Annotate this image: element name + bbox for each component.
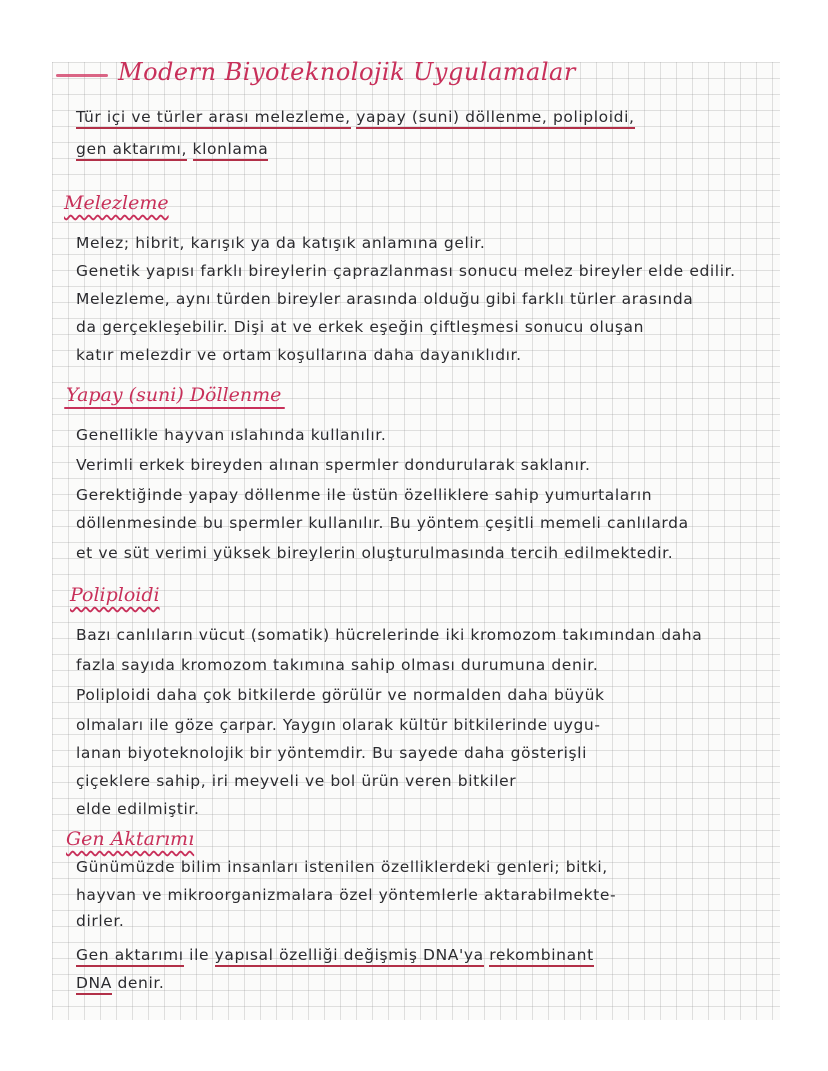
gen-definition-line-2: DNA denir. xyxy=(76,974,164,992)
poliploidi-line: lanan biyoteknolojik bir yöntemdir. Bu sayede daha gösterişli xyxy=(76,744,587,762)
poliploidi-line: Bazı canlıların vücut (somatik) hücrelerinde iki kromozom takımından daha xyxy=(76,626,703,644)
intro-topic-polyploidy: , poliploidi, xyxy=(542,108,635,129)
melezleme-line: da gerçekleşebilir. Dişi at ve erkek eşeğin çiftleşmesi sonucu oluşan xyxy=(76,318,645,336)
melezleme-line: Melezleme, aynı türden bireyler arasında olduğu gibi farklı türler arasında xyxy=(76,290,694,308)
poliploidi-line: elde edilmiştir. xyxy=(76,800,200,818)
intro-topic-gene-transfer: gen aktarımı, xyxy=(76,140,187,161)
heading-gen-aktarimi: Gen Aktarımı xyxy=(66,828,195,850)
term-structurally-changed-dna: yapısal özelliği değişmiş DNA'ya xyxy=(215,946,484,967)
yapay-line: Verimli erkek bireyden alınan spermler dondurularak saklanır. xyxy=(76,456,591,474)
gen-definition-line: Gen aktarımı ile yapısal özelliği değişmiş DNA'ya rekombinant xyxy=(76,946,594,964)
yapay-line: Genellikle hayvan ıslahında kullanılır. xyxy=(76,426,387,444)
gen-line: hayvan ve mikroorganizmalara özel yöntemlerle aktarabilmekte- xyxy=(76,886,617,904)
yapay-line: et ve süt verimi yüksek bireylerin oluşturulmasında tercih edilmektedir. xyxy=(76,544,674,562)
poliploidi-line: çiçeklere sahip, iri meyveli ve bol ürün veren bitkiler xyxy=(76,772,517,790)
gen-line: dirler. xyxy=(76,912,125,930)
intro-topic-hybridization: Tür içi ve türler arası melezleme, xyxy=(76,108,351,129)
poliploidi-line: olmaları ile göze çarpar. Yaygın olarak kültür bitkilerinde uygu- xyxy=(76,716,601,734)
heading-yapay-dollenme: Yapay (suni) Döllenme xyxy=(66,384,281,406)
poliploidi-line: Poliploidi daha çok bitkilerde görülür ve normalden daha büyük xyxy=(76,686,605,704)
intro-line-2 xyxy=(76,140,268,158)
term-gene-transfer: Gen aktarımı xyxy=(76,946,184,967)
page-title: Modern Biyoteknolojik Uygulamalar xyxy=(118,58,576,86)
yapay-line: Gerektiğinde yapay döllenme ile üstün özelliklere sahip yumurtaların xyxy=(76,486,653,504)
intro-line-1 xyxy=(76,108,635,126)
term-dna: DNA xyxy=(76,974,112,995)
yapay-line: döllenmesinde bu spermler kullanılır. Bu yöntem çeşitli memeli canlılarda xyxy=(76,514,689,532)
heading-poliploidi: Poliploidi xyxy=(70,584,160,606)
poliploidi-line: fazla sayıda kromozom takımına sahip olması durumuna denir. xyxy=(76,656,599,674)
intro-topic-cloning: klonlama xyxy=(193,140,269,161)
margin-mark xyxy=(56,74,108,77)
intro-topic-artificial-insemination: yapay (suni) döllenme xyxy=(356,108,542,129)
gen-line: Günümüzde bilim insanları istenilen özelliklerdeki genleri; bitki, xyxy=(76,858,608,876)
melezleme-line: Genetik yapısı farklı bireylerin çaprazlanması sonucu melez bireyler elde edilir. xyxy=(76,262,736,280)
melezleme-line: Melez; hibrit, karışık ya da katışık anlamına gelir. xyxy=(76,234,486,252)
heading-melezleme: Melezleme xyxy=(64,192,169,214)
term-recombinant: rekombinant xyxy=(489,946,594,967)
melezleme-line: katır melezdir ve ortam koşullarına daha dayanıklıdır. xyxy=(76,346,522,364)
